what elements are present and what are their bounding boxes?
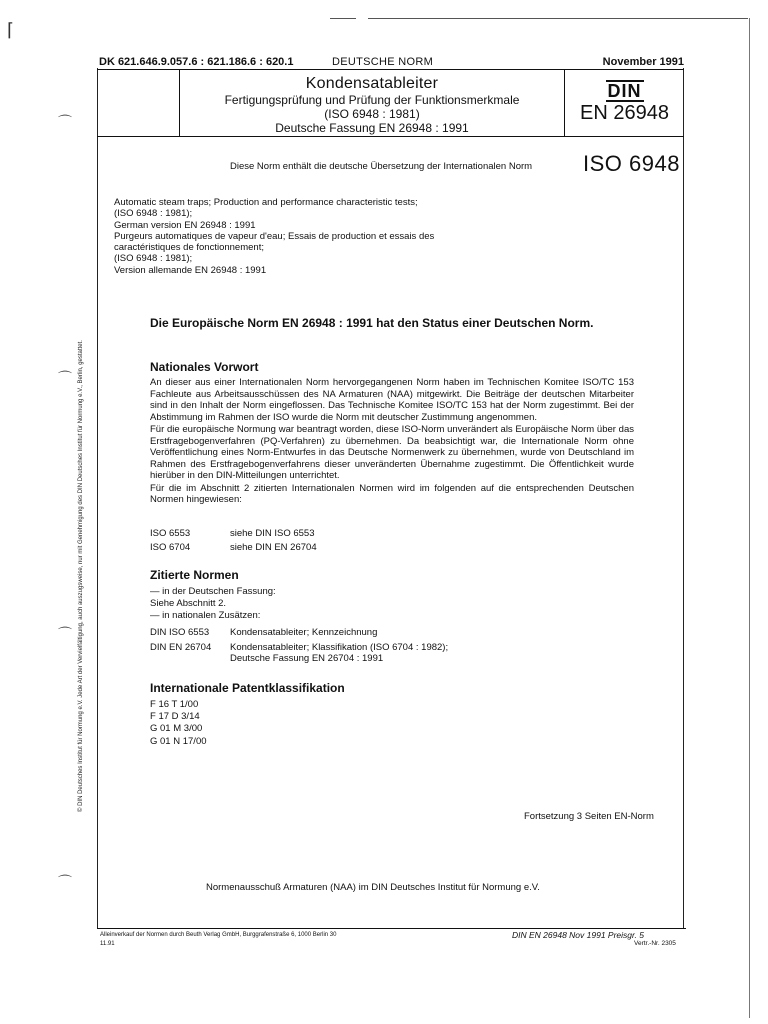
iso-reference-text: Diese Norm enthält die deutsche Übersetzung der Internationalen Norm <box>230 161 533 172</box>
footer-rule <box>97 928 686 929</box>
footer-publisher-line: Alleinverkauf der Normen durch Beuth Verlag GmbH, Burggrafenstraße 6, 1000 Berlin 30 <box>100 932 337 938</box>
header <box>97 56 686 68</box>
alt-title-line: (ISO 6948 : 1981); <box>114 208 193 220</box>
iso-reference-number: ISO 6948 <box>583 151 680 176</box>
foreword-paragraph: Für die europäische Normung war beantragt worden, diese ISO-Norm unverändert als Europäische Norm über das Erstfragebogenverfahren (PQ-Verfahren) zu übernehmen. Da beabsichtigt war, die Internationale Norm ohne Veröffentlichung eines Norm-Entwurfes in das Deutsche Normenwerk zu übernehmen, wurde von Deutschland im Rahmen des Erstfragebogenverfahrens dieser unveränderten Übernahme zugestimmt. Die Öffentlichkeit wurde hierüber in den DIN-Mitteilungen unterrichtet. <box>150 424 634 481</box>
title-line-1: Fertigungsprüfung und Prüfung der Funktionsmerkmale <box>224 93 520 107</box>
footer-edition: 11.91 <box>100 941 115 947</box>
patent-item: F 17 D 3/14 <box>150 711 200 723</box>
patent-item: G 01 N 17/00 <box>150 735 207 747</box>
cited-ref-title-block <box>230 642 448 665</box>
cited-ref-number: DIN ISO 6553 <box>150 627 210 638</box>
patent-item: G 01 M 3/00 <box>150 723 203 735</box>
foreword-heading: Nationales Vorwort <box>150 360 259 374</box>
footer-sales-number: Vertr.-Nr. 2305 <box>634 940 676 947</box>
alt-title-line: Version allemande EN 26948 : 1991 <box>114 264 267 276</box>
patent-item: F 16 T 1/00 <box>150 699 199 710</box>
standard-type: DEUTSCHE NORM <box>332 56 434 68</box>
margin-mark: ⌒ <box>58 115 72 131</box>
cited-heading: Zitierte Normen <box>150 568 239 582</box>
ref-row <box>150 542 317 554</box>
foreword-paragraph: Für die im Abschnitt 2 zitierten Internationalen Normen wird im folgenden auf die entsprechenden Deutschen Normen hingewiesen: <box>150 482 634 505</box>
footer-document-ref: DIN EN 26948 Nov 1991 Preisgr. 5 <box>512 930 644 940</box>
cited-ref-title: Kondensatableiter; Kennzeichnung <box>230 627 378 638</box>
alt-title-line: Purgeurs automatiques de vapeur d'eau; Essais de production et essais des <box>114 230 435 242</box>
foreword-paragraph: An dieser aus einer Internationalen Norm hervorgegangenen Norm haben im Technischen Komitee ISO/TC 153 Fachleute aus Arbeitsausschüssen des NA Armaturen (NAA) mitgewirkt. Die Beiträge der deutschen Mitarbeiter sind in den Inhalt der Norm eingeflossen. Das Technische Komitee ISO/TC 153 hat der Norm zugestimmt. Bei der Abstimmung im Rahmen der ISO wurde die Norm mit deutscher Zustimmung angenommen. <box>150 377 634 423</box>
title-line-2: (ISO 6948 : 1981) <box>324 107 420 121</box>
patent-heading: Internationale Patentklassifikation <box>150 681 345 695</box>
alt-title-line: Automatic steam traps; Production and performance characteristic tests; <box>114 197 418 208</box>
alt-title-line: caractéristiques de fonctionnement; <box>114 242 264 254</box>
continuation-note: Fortsetzung 3 Seiten EN-Norm <box>524 811 654 822</box>
din-logo: DIN <box>607 81 642 101</box>
cited-refs <box>150 627 448 665</box>
number-cell <box>565 70 684 136</box>
document-title: Kondensatableiter <box>305 75 439 92</box>
title-cell <box>180 70 565 136</box>
cited-item: — in nationalen Zusätzen: <box>150 610 261 622</box>
cited-ref-row <box>150 627 448 639</box>
committee-line: Normenausschuß Armaturen (NAA) im DIN Deutsches Institut für Normung e.V. <box>206 882 540 893</box>
dk-classification: DK 621.646.9.057.6 : 621.186.6 : 620.1 <box>99 56 294 68</box>
cited-ref-number: DIN EN 26704 <box>150 641 212 653</box>
ref-iso: ISO 6553 <box>150 528 191 539</box>
cited-ref-title-2: Deutsche Fassung EN 26704 : 1991 <box>230 653 384 664</box>
ref-din: siehe DIN ISO 6553 <box>230 528 315 539</box>
status-statement: Die Europäische Norm EN 26948 : 1991 hat den Status einer Deutschen Norm. <box>150 316 594 330</box>
top-rule-gap <box>356 17 368 20</box>
foreword-body <box>150 377 634 506</box>
right-rule <box>749 18 750 1018</box>
title-line-3: Deutsche Fassung EN 26948 : 1991 <box>275 121 469 135</box>
cited-ref-title: Kondensatableiter; Klassifikation (ISO 6704 : 1982); <box>230 641 449 653</box>
corner-mark: ⌈ <box>7 20 15 41</box>
foreword-refs <box>150 528 317 553</box>
standard-number: EN 26948 <box>580 102 669 124</box>
ref-row <box>150 528 317 540</box>
copyright-side-note: © DIN Deutsches Institut für Normung e.V. Jede Art der Vervielfältigung, auch auszugsweise, nur mit Genehmigung des DIN Deutsches Institut für Normung e.V., Berlin, gestattet. <box>78 340 84 812</box>
margin-mark: ⌒ <box>58 371 72 387</box>
patent-list <box>150 699 207 748</box>
alt-title-line: (ISO 6948 : 1981); <box>114 253 193 265</box>
ref-iso: ISO 6704 <box>150 541 191 553</box>
alt-title-line: German version EN 26948 : 1991 <box>114 219 256 231</box>
footer-publisher <box>100 931 336 949</box>
cited-ref-row <box>150 642 448 665</box>
title-block <box>97 69 684 137</box>
cited-item: Siehe Abschnitt 2. <box>150 598 227 610</box>
top-rule <box>330 18 748 19</box>
title-blank-cell <box>97 70 180 136</box>
cited-list <box>150 586 276 623</box>
margin-mark: ⌒ <box>58 627 72 643</box>
ref-din: siehe DIN EN 26704 <box>230 541 317 553</box>
cited-item: — in der Deutschen Fassung: <box>150 586 276 597</box>
alternate-titles <box>114 197 494 276</box>
margin-mark: ⌒ <box>58 875 72 891</box>
issue-date: November 1991 <box>602 56 684 68</box>
